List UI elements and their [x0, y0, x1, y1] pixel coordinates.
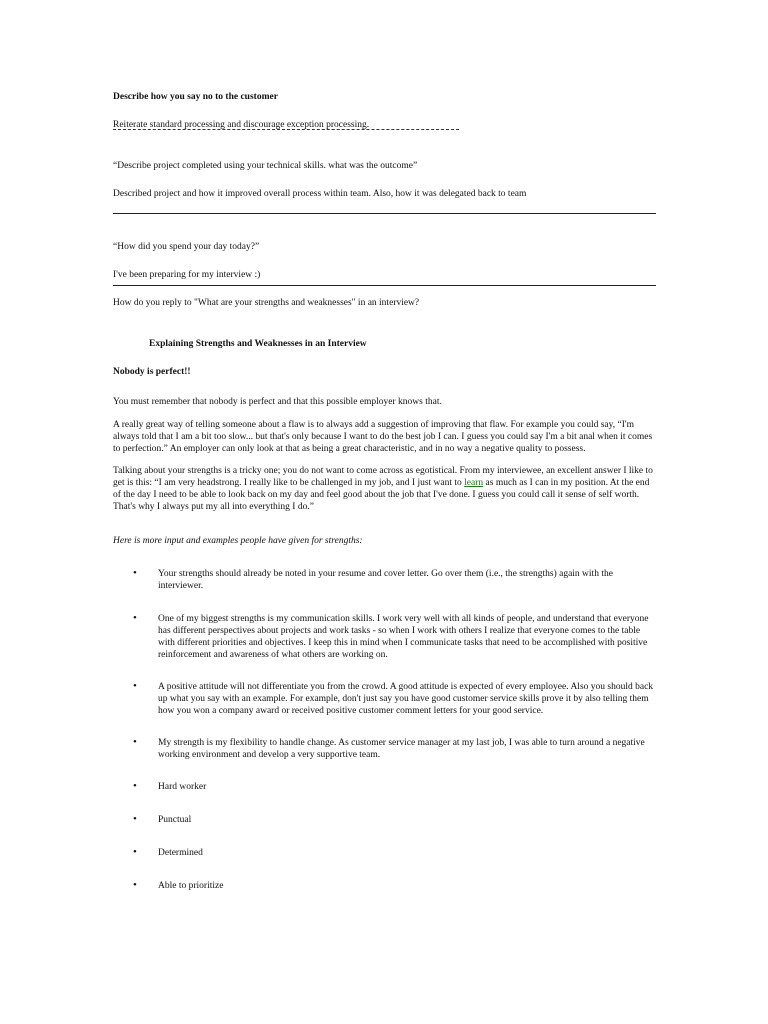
list-item-text: A positive attitude will not differentiate you from the crowd. A good attitude is expected of every employee. Also you should back up what you say with an example. For example, don't just say you have good customer service skills prove it by also telling them how you won a company award or received positive customer comment letters for your good service.: [158, 682, 654, 716]
horizontal-rule: [113, 213, 656, 214]
section-heading-say-no: Describe how you say no to the customer: [113, 92, 278, 102]
paragraph-strengths: [113, 465, 658, 513]
list-item-text: Hard worker: [158, 782, 207, 792]
paragraph-flaw-suggestion: A really great way of telling someone about a flaw is to always add a suggestion of improving that flaw. For example you could say, “I'm always told that I am a bit too slow... but that's only because I want to do the best job I can. I guess you could say I'm a bit anal when it comes to perfection.” An employer can only look at that as being a great characteristic, and in no way a negative quality to possess.: [113, 420, 653, 454]
bullet-icon: •: [133, 879, 137, 891]
paragraph-nobody-perfect: You must remember that nobody is perfect and that this possible employer knows that.: [113, 397, 442, 407]
bullet-icon: •: [133, 612, 137, 624]
list-item-text: Determined: [158, 848, 203, 858]
question-technical-project: “Describe project completed using your technical skills. what was the outcome”: [113, 161, 418, 171]
list-item-text: One of my biggest strengths is my communication skills. I work very well with all kinds of people, and understand that everyone has different perspectives about projects and work tasks - so when I work with others I realize that everyone comes to the table with different priorities and objectives. I keep this in mind when I communicate tasks that need to be accomplished with positive reinforcement and awareness of what others are working on.: [158, 614, 649, 660]
horizontal-rule: [113, 285, 656, 286]
nobody-perfect-heading: Nobody is perfect!!: [113, 367, 191, 377]
bullet-icon: •: [133, 736, 137, 748]
bullet-icon: •: [133, 846, 137, 858]
learn-link[interactable]: learn: [464, 478, 484, 488]
answer-spend-day: I've been preparing for my interview :): [113, 270, 261, 280]
list-item-text: My strength is my flexibility to handle change. As customer service manager at my last job, I was able to turn around a negative working environment and develop a very supportive team.: [158, 738, 645, 760]
bullet-icon: •: [133, 813, 137, 825]
paragraph-strengths-text-start: Talking about your strengths is a tricky one; you do not want to come across as egotistical. From my interviewee, an excellent answer I like to get is this: “I am very headstrong. I really like to be challenged in my job, and I just want to: [113, 466, 653, 488]
section-title: Explaining Strengths and Weaknesses in an Interview: [149, 339, 367, 349]
list-item-text: Able to prioritize: [158, 881, 224, 891]
question-spend-day: “How did you spend your day today?”: [113, 242, 260, 252]
dashed-divider: [113, 129, 459, 138]
list-item-text: Your strengths should already be noted in your resume and cover letter. Go over them (i.e., the strengths) again with the interviewer.: [158, 569, 613, 591]
answer-technical-project: Described project and how it improved overall process within team. Also, how it was delegated back to team: [113, 189, 527, 199]
bullet-icon: •: [133, 680, 137, 692]
answer-say-no: Reiterate standard processing and discourage exception processing.: [113, 120, 370, 130]
paragraph-strengths-text-end: as much as I can in my position. At the end of the day I need to be able to look back on my day and feel good about the job that I've done. I guess you could call it sense of self worth. That's why I always put my all into everything I do.”: [113, 478, 650, 512]
strengths-intro: Here is more input and examples people have given for strengths:: [113, 536, 363, 546]
question-strengths-weaknesses: How do you reply to "What are your strengths and weaknesses" in an interview?: [113, 298, 420, 308]
bullet-icon: •: [133, 567, 137, 579]
bullet-icon: •: [133, 780, 137, 792]
list-item-text: Punctual: [158, 815, 192, 825]
